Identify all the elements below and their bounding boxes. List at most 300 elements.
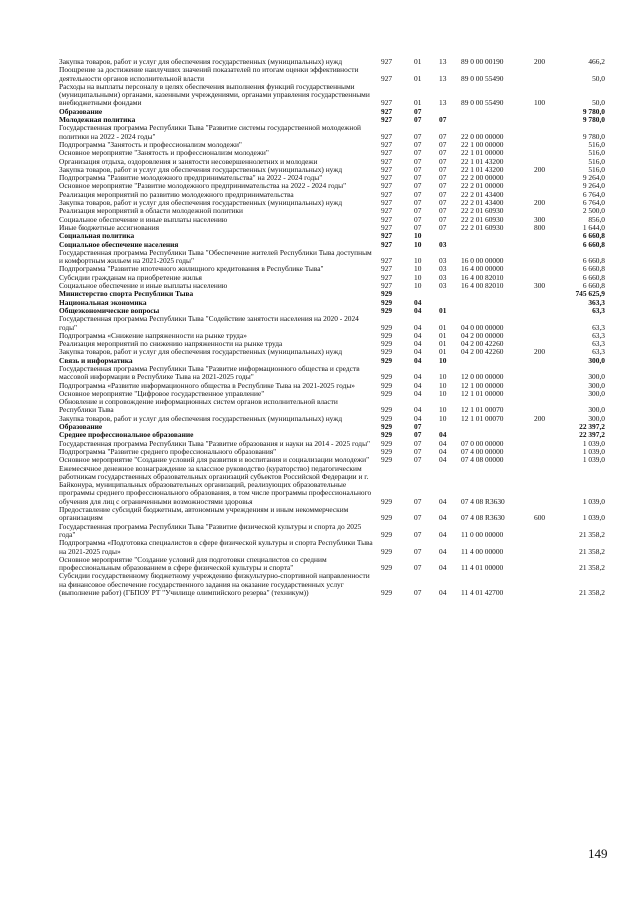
subsection-code: 04 <box>439 430 447 440</box>
amount: 363,3 <box>588 297 605 307</box>
amount: 22 397,2 <box>579 430 605 440</box>
subsection-code: 04 <box>439 513 447 523</box>
ministry-code: 929 <box>381 372 393 382</box>
target-article-code: 11 4 01 00000 <box>461 563 504 573</box>
subsection-code: 03 <box>439 264 447 274</box>
amount: 466,2 <box>588 57 605 66</box>
section-code: 04 <box>414 413 422 423</box>
subsection-code: 07 <box>439 156 447 166</box>
subsection-code: 07 <box>439 206 447 216</box>
row-name: Социальная политика <box>59 231 135 241</box>
target-article-code: 07 4 08 R3630 <box>461 496 505 506</box>
ministry-code: 929 <box>381 546 393 556</box>
ministry-code: 929 <box>381 388 393 398</box>
row-name: Организация отдыха, оздоровления и занятости несовершеннолетних и молодежи <box>59 156 318 166</box>
amount: 63,3 <box>592 339 605 349</box>
target-article-code: 07 0 00 00000 <box>461 438 504 448</box>
table-row <box>59 523 605 540</box>
expense-type-code: 200 <box>534 57 546 66</box>
subsection-code: 07 <box>439 115 447 125</box>
section-code: 04 <box>414 380 422 390</box>
amount: 6 660,8 <box>582 231 605 241</box>
ministry-code: 927 <box>381 115 393 125</box>
amount: 856,0 <box>588 214 605 224</box>
expense-type-code <box>534 66 564 83</box>
row-name: Социальное обеспечение и иные выплаты населению <box>59 214 228 224</box>
section-code: 07 <box>414 181 422 191</box>
subsection-code: 04 <box>439 438 447 448</box>
expense-type-code <box>534 365 564 382</box>
amount: 63,3 <box>592 347 605 357</box>
ministry-code: 929 <box>381 563 393 573</box>
subsection-code: 03 <box>439 239 447 249</box>
ministry-code: 927 <box>381 73 393 83</box>
target-article-code: 04 2 00 00000 <box>461 330 504 340</box>
ministry-code: 927 <box>381 181 393 191</box>
subsection-code: 07 <box>439 164 447 174</box>
table-row <box>59 539 605 556</box>
ministry-code: 927 <box>381 222 393 232</box>
expense-type-code <box>534 440 564 448</box>
target-article-code: 07 4 00 00000 <box>461 446 504 456</box>
ministry-code: 929 <box>381 405 393 415</box>
amount: 516,0 <box>588 156 605 166</box>
expense-type-code: 100 <box>534 98 546 108</box>
ministry-code: 929 <box>381 446 393 456</box>
row-name: Основное мероприятие "Создание условий для подготовки специалистов со средним профессиональным образованием в сфере физической культуры и спорта" <box>59 554 327 573</box>
section-code: 07 <box>414 106 422 116</box>
amount: 1 644,0 <box>582 222 605 232</box>
section-code: 10 <box>414 256 422 266</box>
amount: 21 358,2 <box>579 563 605 573</box>
expense-type-code <box>534 456 564 464</box>
ministry-code: 927 <box>381 231 393 241</box>
amount: 516,0 <box>588 148 605 158</box>
section-code: 07 <box>414 496 422 506</box>
subsection-code: 13 <box>439 57 447 66</box>
subsection-code: 07 <box>439 214 447 224</box>
expense-type-code <box>534 431 564 439</box>
amount: 300,0 <box>588 388 605 398</box>
subsection-code: 04 <box>439 529 447 539</box>
amount: 22 397,2 <box>579 422 605 432</box>
row-name: Общеэкономические вопросы <box>59 305 160 315</box>
ministry-code: 929 <box>381 380 393 390</box>
row-name: Образование <box>59 106 103 116</box>
subsection-code: 10 <box>439 388 447 398</box>
subsection-code: 07 <box>439 173 447 183</box>
ministry-code: 927 <box>381 198 393 208</box>
ministry-code: 927 <box>381 173 393 183</box>
row-name: Министерство спорта Республики Тыва <box>59 289 194 299</box>
row-name: Реализация мероприятий по развитию молодежного предпринимательства <box>59 189 294 199</box>
amount: 6 764,0 <box>582 189 605 199</box>
ministry-code: 929 <box>381 330 393 340</box>
section-code: 07 <box>414 173 422 183</box>
row-name: Субсидии гражданам на приобретение жилья <box>59 272 202 282</box>
target-article-code <box>461 290 534 298</box>
target-article-code: 22 1 01 43200 <box>461 164 504 174</box>
row-name: Реализация мероприятий в области молодежной политики <box>59 206 243 216</box>
row-name: Субсидии государственному бюджетному учреждению физкультурно-спортивной направленности на финансовое обеспечение государственного задания на оказание государственных услуг (выполнение работ) (ГБПОУ РТ "Училище олимпийского резерва" (техникум)) <box>59 571 370 597</box>
ministry-code: 929 <box>381 322 393 332</box>
row-name: Подпрограмма «Развитие информационного общества в Республике Тыва на 2021-2025 годы» <box>59 380 355 390</box>
ministry-code: 929 <box>381 297 393 307</box>
section-code: 04 <box>414 405 422 415</box>
subsection-code: 04 <box>439 588 447 597</box>
expense-type-code <box>534 141 564 149</box>
row-name: Государственная программа Республики Тыва "Развитие физической культуры и спорта до 2025 года" <box>59 521 362 539</box>
section-code: 01 <box>414 57 422 66</box>
target-article-code: 22 2 00 00000 <box>461 173 504 183</box>
section-code: 07 <box>414 189 422 199</box>
target-article-code: 89 0 00 55490 <box>461 73 504 83</box>
table-row <box>59 124 605 141</box>
amount: 63,3 <box>592 330 605 340</box>
subsection-code: 01 <box>439 330 447 340</box>
row-name: Основное мероприятие "Цифровое государственное управление" <box>59 388 265 398</box>
expense-type-code: 200 <box>534 347 546 357</box>
amount: 9 780,0 <box>582 106 605 116</box>
ministry-code: 927 <box>381 164 393 174</box>
row-name: Закупка товаров, работ и услуг для обеспечения государственных (муниципальных) нужд <box>59 347 343 357</box>
expense-type-code: 600 <box>534 513 546 523</box>
row-name: Закупка товаров, работ и услуг для обеспечения государственных (муниципальных) нужд <box>59 198 343 208</box>
amount: 300,0 <box>588 380 605 390</box>
target-article-code: 22 2 01 60930 <box>461 206 504 216</box>
ministry-code: 927 <box>381 139 393 149</box>
subsection-code: 04 <box>439 546 447 556</box>
section-code: 07 <box>414 430 422 440</box>
subsection-code: 04 <box>439 455 447 465</box>
target-article-code <box>461 423 534 431</box>
table-row <box>59 572 605 597</box>
expense-type-code <box>534 332 564 340</box>
section-code: 04 <box>414 297 422 307</box>
ministry-code: 929 <box>381 529 393 539</box>
table-row <box>59 465 605 506</box>
section-code: 07 <box>414 148 422 158</box>
section-code: 07 <box>414 139 422 149</box>
section-code: 10 <box>414 272 422 282</box>
expense-type-code: 800 <box>534 222 546 232</box>
row-name: Подпрограмма "Развитие молодежного предпринимательства" на 2022 - 2024 годы" <box>59 173 323 183</box>
row-name: Основное мероприятие "Занятость и профессионализм молодежи" <box>59 148 269 158</box>
row-name: Реализация мероприятий по снижению напряженности на рынке труда <box>59 339 283 349</box>
section-code: 04 <box>414 388 422 398</box>
subsection-code: 13 <box>439 98 447 108</box>
section-code: 04 <box>414 372 422 382</box>
expense-type-code: 300 <box>534 281 546 291</box>
section-code: 04 <box>414 355 422 365</box>
ministry-code: 929 <box>381 347 393 357</box>
amount: 21 358,2 <box>579 588 605 597</box>
amount: 300,0 <box>588 372 605 382</box>
ministry-code: 927 <box>381 189 393 199</box>
section-code: 10 <box>414 239 422 249</box>
amount: 6 660,8 <box>582 264 605 274</box>
target-article-code: 04 2 00 42260 <box>461 347 504 357</box>
row-name: Образование <box>59 422 103 432</box>
target-article-code: 12 1 01 00000 <box>461 388 504 398</box>
table-row <box>59 415 605 423</box>
table-row <box>59 348 605 356</box>
table-row <box>59 66 605 83</box>
amount: 1 039,0 <box>582 455 605 465</box>
amount: 6 660,8 <box>582 256 605 266</box>
subsection-code: 04 <box>439 446 447 456</box>
subsection-code: 10 <box>439 355 447 365</box>
row-name: Подпрограмма "Занятость и профессионализм молодежи" <box>59 139 242 149</box>
section-code: 04 <box>414 347 422 357</box>
amount: 1 039,0 <box>582 513 605 523</box>
row-name: Закупка товаров, работ и услуг для обеспечения государственных (муниципальных) нужд <box>59 164 343 174</box>
row-name: Расходы на выплаты персоналу в целях обеспечения выполнения функций государственными (муниципальными) органами, казенными учреждениями, органами управления государственными внебюджетными фондами <box>59 81 370 108</box>
section-code: 07 <box>414 115 422 125</box>
expense-type-code <box>534 315 564 332</box>
section-code: 04 <box>414 339 422 349</box>
amount: 21 358,2 <box>579 546 605 556</box>
table-row <box>59 315 605 332</box>
table-row <box>59 398 605 415</box>
expense-type-code <box>534 423 564 431</box>
ministry-code: 929 <box>381 496 393 506</box>
section-code: 07 <box>414 546 422 556</box>
expense-type-code <box>534 232 564 240</box>
row-name: Подпрограмма "Развитие ипотечного жилищного кредитования в Республике Тыва" <box>59 264 324 274</box>
expense-type-code <box>534 116 564 124</box>
subsection-code: 03 <box>439 272 447 282</box>
subsection-code: 10 <box>439 413 447 423</box>
ministry-code: 927 <box>381 156 393 166</box>
section-code: 10 <box>414 231 422 241</box>
expense-type-code: 300 <box>534 214 546 224</box>
expense-type-code <box>534 299 564 307</box>
row-name: Закупка товаров, работ и услуг для обеспечения государственных (муниципальных) нужд <box>59 413 343 423</box>
ministry-code: 927 <box>381 106 393 116</box>
subsection-code: 01 <box>439 347 447 357</box>
row-name: Поощрение за достижение наилучших значений показателей по итогам оценки эффективности деятельности органов исполнительной власти <box>59 65 359 83</box>
amount: 21 358,2 <box>579 529 605 539</box>
section-code: 07 <box>414 513 422 523</box>
expense-type-code <box>534 539 564 556</box>
section-code: 07 <box>414 206 422 216</box>
ministry-code: 929 <box>381 438 393 448</box>
subsection-code: 01 <box>439 322 447 332</box>
expense-type-code <box>534 448 564 456</box>
section-code: 10 <box>414 264 422 274</box>
subsection-code: 10 <box>439 372 447 382</box>
subsection-code: 04 <box>439 563 447 573</box>
expense-type-code <box>534 523 564 540</box>
subsection-code: 07 <box>439 198 447 208</box>
subsection-code: 07 <box>439 148 447 158</box>
target-article-code: 22 2 01 00000 <box>461 181 504 191</box>
row-name: Социальное обеспечение населения <box>59 239 179 249</box>
expense-type-code <box>534 108 564 116</box>
target-article-code: 22 2 01 60930 <box>461 214 504 224</box>
expense-type-code <box>534 265 564 273</box>
ministry-code: 929 <box>381 305 393 315</box>
table-row <box>59 249 605 266</box>
expense-type-code <box>534 307 564 315</box>
expense-type-code <box>534 290 564 298</box>
subsection-code: 01 <box>439 305 447 315</box>
ministry-code: 929 <box>381 339 393 349</box>
amount: 1 039,0 <box>582 438 605 448</box>
amount: 300,0 <box>588 355 605 365</box>
target-article-code: 07 4 08 R3630 <box>461 513 505 523</box>
row-name: Национальная экономика <box>59 297 147 307</box>
amount: 6 660,8 <box>582 281 605 291</box>
section-code: 07 <box>414 156 422 166</box>
amount: 63,3 <box>592 305 605 315</box>
subsection-code: 07 <box>439 131 447 141</box>
row-name: Среднее профессиональное образование <box>59 430 194 440</box>
subsection-code: 07 <box>439 181 447 191</box>
section-code: 07 <box>414 563 422 573</box>
ministry-code: 927 <box>381 131 393 141</box>
row-name: Государственная программа Республики Тыва "Развитие образования и науки на 2014 - 2025 годы" <box>59 438 371 448</box>
subsection-code: 07 <box>439 139 447 149</box>
row-name: Государственная программа Республики Тыва "Обеспечение жителей Республики Тыва доступным и комфортным жильем на 2021-2025 годы" <box>59 247 372 266</box>
ministry-code: 927 <box>381 239 393 249</box>
section-code: 07 <box>414 588 422 597</box>
ministry-code: 929 <box>381 513 393 523</box>
subsection-code: 01 <box>439 339 447 349</box>
table-row <box>59 83 605 108</box>
target-article-code: 16 4 00 82010 <box>461 281 504 291</box>
row-name: Молодежная политика <box>59 115 136 125</box>
ministry-code: 927 <box>381 148 393 158</box>
amount: 9 780,0 <box>582 115 605 125</box>
expense-type-code: 200 <box>534 413 546 423</box>
section-code: 04 <box>414 305 422 315</box>
subsection-code: 07 <box>439 189 447 199</box>
target-article-code <box>461 307 534 315</box>
expense-type-code <box>534 465 564 506</box>
row-name: Подпрограмма «Подготовка специалистов в сфере физической культуры и спорта Республики Тыва на 2021-2025 годы» <box>59 538 373 556</box>
row-name: Государственная программа Республики Тыва "Развитие системы государственной молодежной политики на 2022 - 2024 годы" <box>59 123 361 141</box>
expense-type-code <box>534 241 564 249</box>
subsection-code: 13 <box>439 73 447 83</box>
expense-type-code <box>534 149 564 157</box>
subsection-code: 10 <box>439 405 447 415</box>
subsection-code: 10 <box>439 380 447 390</box>
subsection-code: 07 <box>439 222 447 232</box>
target-article-code: 11 4 01 42700 <box>461 588 504 597</box>
target-article-code <box>461 241 534 249</box>
expense-type-code: 200 <box>534 198 546 208</box>
row-name: Государственная программа Республики Тыва "Содействие занятости населения на 2020 - 2024 годы" <box>59 314 359 332</box>
subsection-code: 04 <box>439 496 447 506</box>
section-code: 07 <box>414 222 422 232</box>
page-number: 149 <box>588 846 608 861</box>
amount: 300,0 <box>588 405 605 415</box>
target-article-code: 89 0 00 00190 <box>461 57 504 66</box>
row-name: Социальное обеспечение и иные выплаты населению <box>59 281 228 291</box>
row-name: Закупка товаров, работ и услуг для обеспечения государственных (муниципальных) нужд <box>59 57 343 66</box>
amount: 6 764,0 <box>582 198 605 208</box>
target-article-code <box>461 116 534 124</box>
subsection-code: 03 <box>439 281 447 291</box>
target-article-code: 22 1 01 43200 <box>461 156 504 166</box>
target-article-code <box>461 108 534 116</box>
ministry-code: 927 <box>381 272 393 282</box>
target-article-code <box>461 232 534 240</box>
ministry-code: 929 <box>381 413 393 423</box>
amount: 63,3 <box>592 322 605 332</box>
ministry-code: 927 <box>381 281 393 291</box>
target-article-code: 11 0 00 00000 <box>461 529 504 539</box>
target-article-code: 89 0 00 55490 <box>461 98 504 108</box>
table-row <box>59 506 605 523</box>
target-article-code: 22 1 00 00000 <box>461 139 504 149</box>
target-article-code: 22 2 01 43400 <box>461 198 504 208</box>
section-code: 07 <box>414 214 422 224</box>
target-article-code: 12 1 00 00000 <box>461 380 504 390</box>
target-article-code: 11 4 00 00000 <box>461 546 504 556</box>
section-code: 07 <box>414 422 422 432</box>
row-name: Связь и информатика <box>59 355 133 365</box>
table-row <box>59 108 605 116</box>
target-article-code: 04 0 00 00000 <box>461 322 504 332</box>
target-article-code: 16 4 00 82010 <box>461 272 504 282</box>
amount: 50,0 <box>592 73 605 83</box>
amount: 9 264,0 <box>582 181 605 191</box>
section-code: 01 <box>414 73 422 83</box>
ministry-code: 927 <box>381 206 393 216</box>
expense-type-code <box>534 390 564 398</box>
target-article-code: 12 1 01 00070 <box>461 413 504 423</box>
section-code: 01 <box>414 98 422 108</box>
table-row <box>59 365 605 382</box>
subsection-code <box>439 290 461 298</box>
amount: 516,0 <box>588 164 605 174</box>
amount: 2 500,0 <box>582 206 605 216</box>
row-name: Подпрограмма «Снижение напряженности на рынке труда» <box>59 330 247 340</box>
ministry-code: 929 <box>381 588 393 597</box>
target-article-code: 22 2 01 60930 <box>461 222 504 232</box>
target-article-code: 22 0 00 00000 <box>461 131 504 141</box>
row-name: Основное мероприятие "Создание условий для развития и воспитания и социализации молодежи" <box>59 455 370 465</box>
section-code: 07 <box>414 455 422 465</box>
section-code: 07 <box>414 164 422 174</box>
row-name: Иные бюджетные ассигнования <box>59 222 160 232</box>
row-name: Предоставление субсидий бюджетным, автономным учреждениям и иным некоммерческим организациям <box>59 505 349 523</box>
row-name: Государственная программа Республики Тыва "Развитие информационного общества и средств массовой информации в Республике Тыва на 2021-2025 годы" <box>59 363 360 382</box>
target-article-code: 12 0 00 00000 <box>461 372 504 382</box>
section-code: 10 <box>414 281 422 291</box>
target-article-code <box>461 299 534 307</box>
amount: 300,0 <box>588 413 605 423</box>
row-name: Основное мероприятие "Развитие молодежного предпринимательства на 2022 - 2024 годы" <box>59 181 347 191</box>
subsection-code: 03 <box>439 256 447 266</box>
expense-type-code <box>534 398 564 415</box>
expense-type-code <box>534 556 564 573</box>
amount: 9 264,0 <box>582 173 605 183</box>
expense-type-code <box>534 572 564 597</box>
ministry-code: 929 <box>381 430 393 440</box>
amount: 9 780,0 <box>582 131 605 141</box>
target-article-code: 22 1 01 00000 <box>461 148 504 158</box>
expense-type-code <box>534 382 564 390</box>
amount: 6 660,8 <box>582 272 605 282</box>
target-article-code: 12 1 01 00070 <box>461 405 504 415</box>
amount: 6 660,8 <box>582 239 605 249</box>
ministry-code: 927 <box>381 256 393 266</box>
section-code: 04 <box>414 330 422 340</box>
